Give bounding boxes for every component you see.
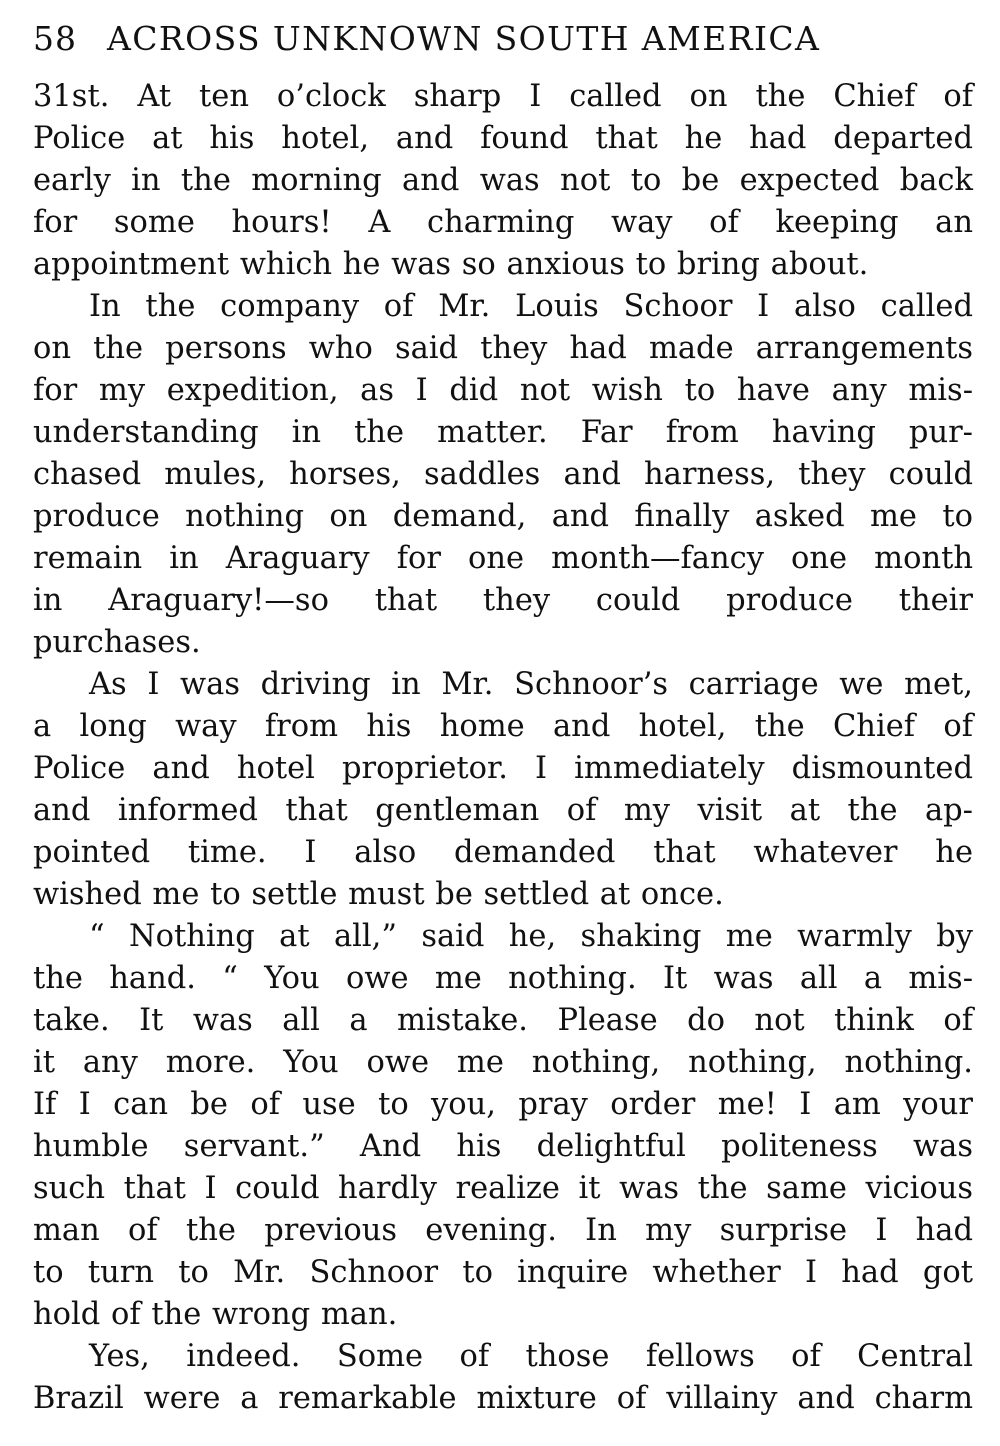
text-line: such that I could hardly realize it was the same vicious <box>33 1171 973 1206</box>
text-line: it any more. You owe me nothing, nothing, nothing. <box>33 1045 973 1080</box>
text-line: for my expedition, as I did not wish to have any mis- <box>33 373 973 408</box>
text-line: purchases. <box>33 625 201 660</box>
text-line: 31st. At ten o’clock sharp I called on the Chief of <box>33 79 973 114</box>
text-line: hold of the wrong man. <box>33 1297 398 1332</box>
text-line: for some hours! A charming way of keeping an <box>33 205 973 240</box>
text-line: understanding in the matter. Far from having pur- <box>33 415 973 450</box>
paragraph-1 <box>33 76 973 286</box>
text-line: Brazil were a remarkable mixture of villainy and charm <box>33 1381 973 1416</box>
text-line: Yes, indeed. Some of those fellows of Central <box>89 1339 973 1374</box>
text-line: the hand. “ You owe me nothing. It was all a mis- <box>33 961 973 996</box>
paragraph-5 <box>33 1336 973 1420</box>
text-line: Police and hotel proprietor. I immediately dismounted <box>33 751 973 786</box>
text-line: a long way from his home and hotel, the Chief of <box>33 709 973 744</box>
text-line: In the company of Mr. Louis Schoor I also called <box>89 289 973 324</box>
text-line: pointed time. I also demanded that whatever he <box>33 835 973 870</box>
text-line: to turn to Mr. Schnoor to inquire whether I had got <box>33 1255 973 1290</box>
text-line: wished me to settle must be settled at once. <box>33 877 724 912</box>
running-title: ACROSS UNKNOWN SOUTH AMERICA <box>107 19 821 58</box>
book-page <box>33 14 973 1420</box>
text-line: If I can be of use to you, pray order me! I am your <box>33 1087 973 1122</box>
text-line: on the persons who said they had made arrangements <box>33 331 973 366</box>
paragraph-4 <box>33 916 973 1336</box>
body-text <box>33 76 973 1420</box>
text-line: Police at his hotel, and found that he had departed <box>33 121 973 156</box>
text-line: As I was driving in Mr. Schnoor’s carriage we met, <box>89 667 973 702</box>
text-line: produce nothing on demand, and finally asked me to <box>33 499 973 534</box>
text-line: man of the previous evening. In my surprise I had <box>33 1213 973 1248</box>
text-line: early in the morning and was not to be expected back <box>33 163 973 198</box>
page-number: 58 <box>33 19 77 58</box>
text-line: remain in Araguary for one month—fancy one month <box>33 541 973 576</box>
paragraph-2 <box>33 286 973 664</box>
text-line: in Araguary!—so that they could produce their <box>33 583 973 618</box>
text-line: take. It was all a mistake. Please do not think of <box>33 1003 973 1038</box>
paragraph-3 <box>33 664 973 916</box>
text-line: humble servant.” And his delightful politeness was <box>33 1129 973 1164</box>
text-line: and informed that gentleman of my visit at the ap- <box>33 793 973 828</box>
text-line: “ Nothing at all,” said he, shaking me warmly by <box>89 919 973 954</box>
text-line: chased mules, horses, saddles and harness, they could <box>33 457 973 492</box>
text-line: appointment which he was so anxious to bring about. <box>33 247 869 282</box>
running-head <box>33 14 973 64</box>
